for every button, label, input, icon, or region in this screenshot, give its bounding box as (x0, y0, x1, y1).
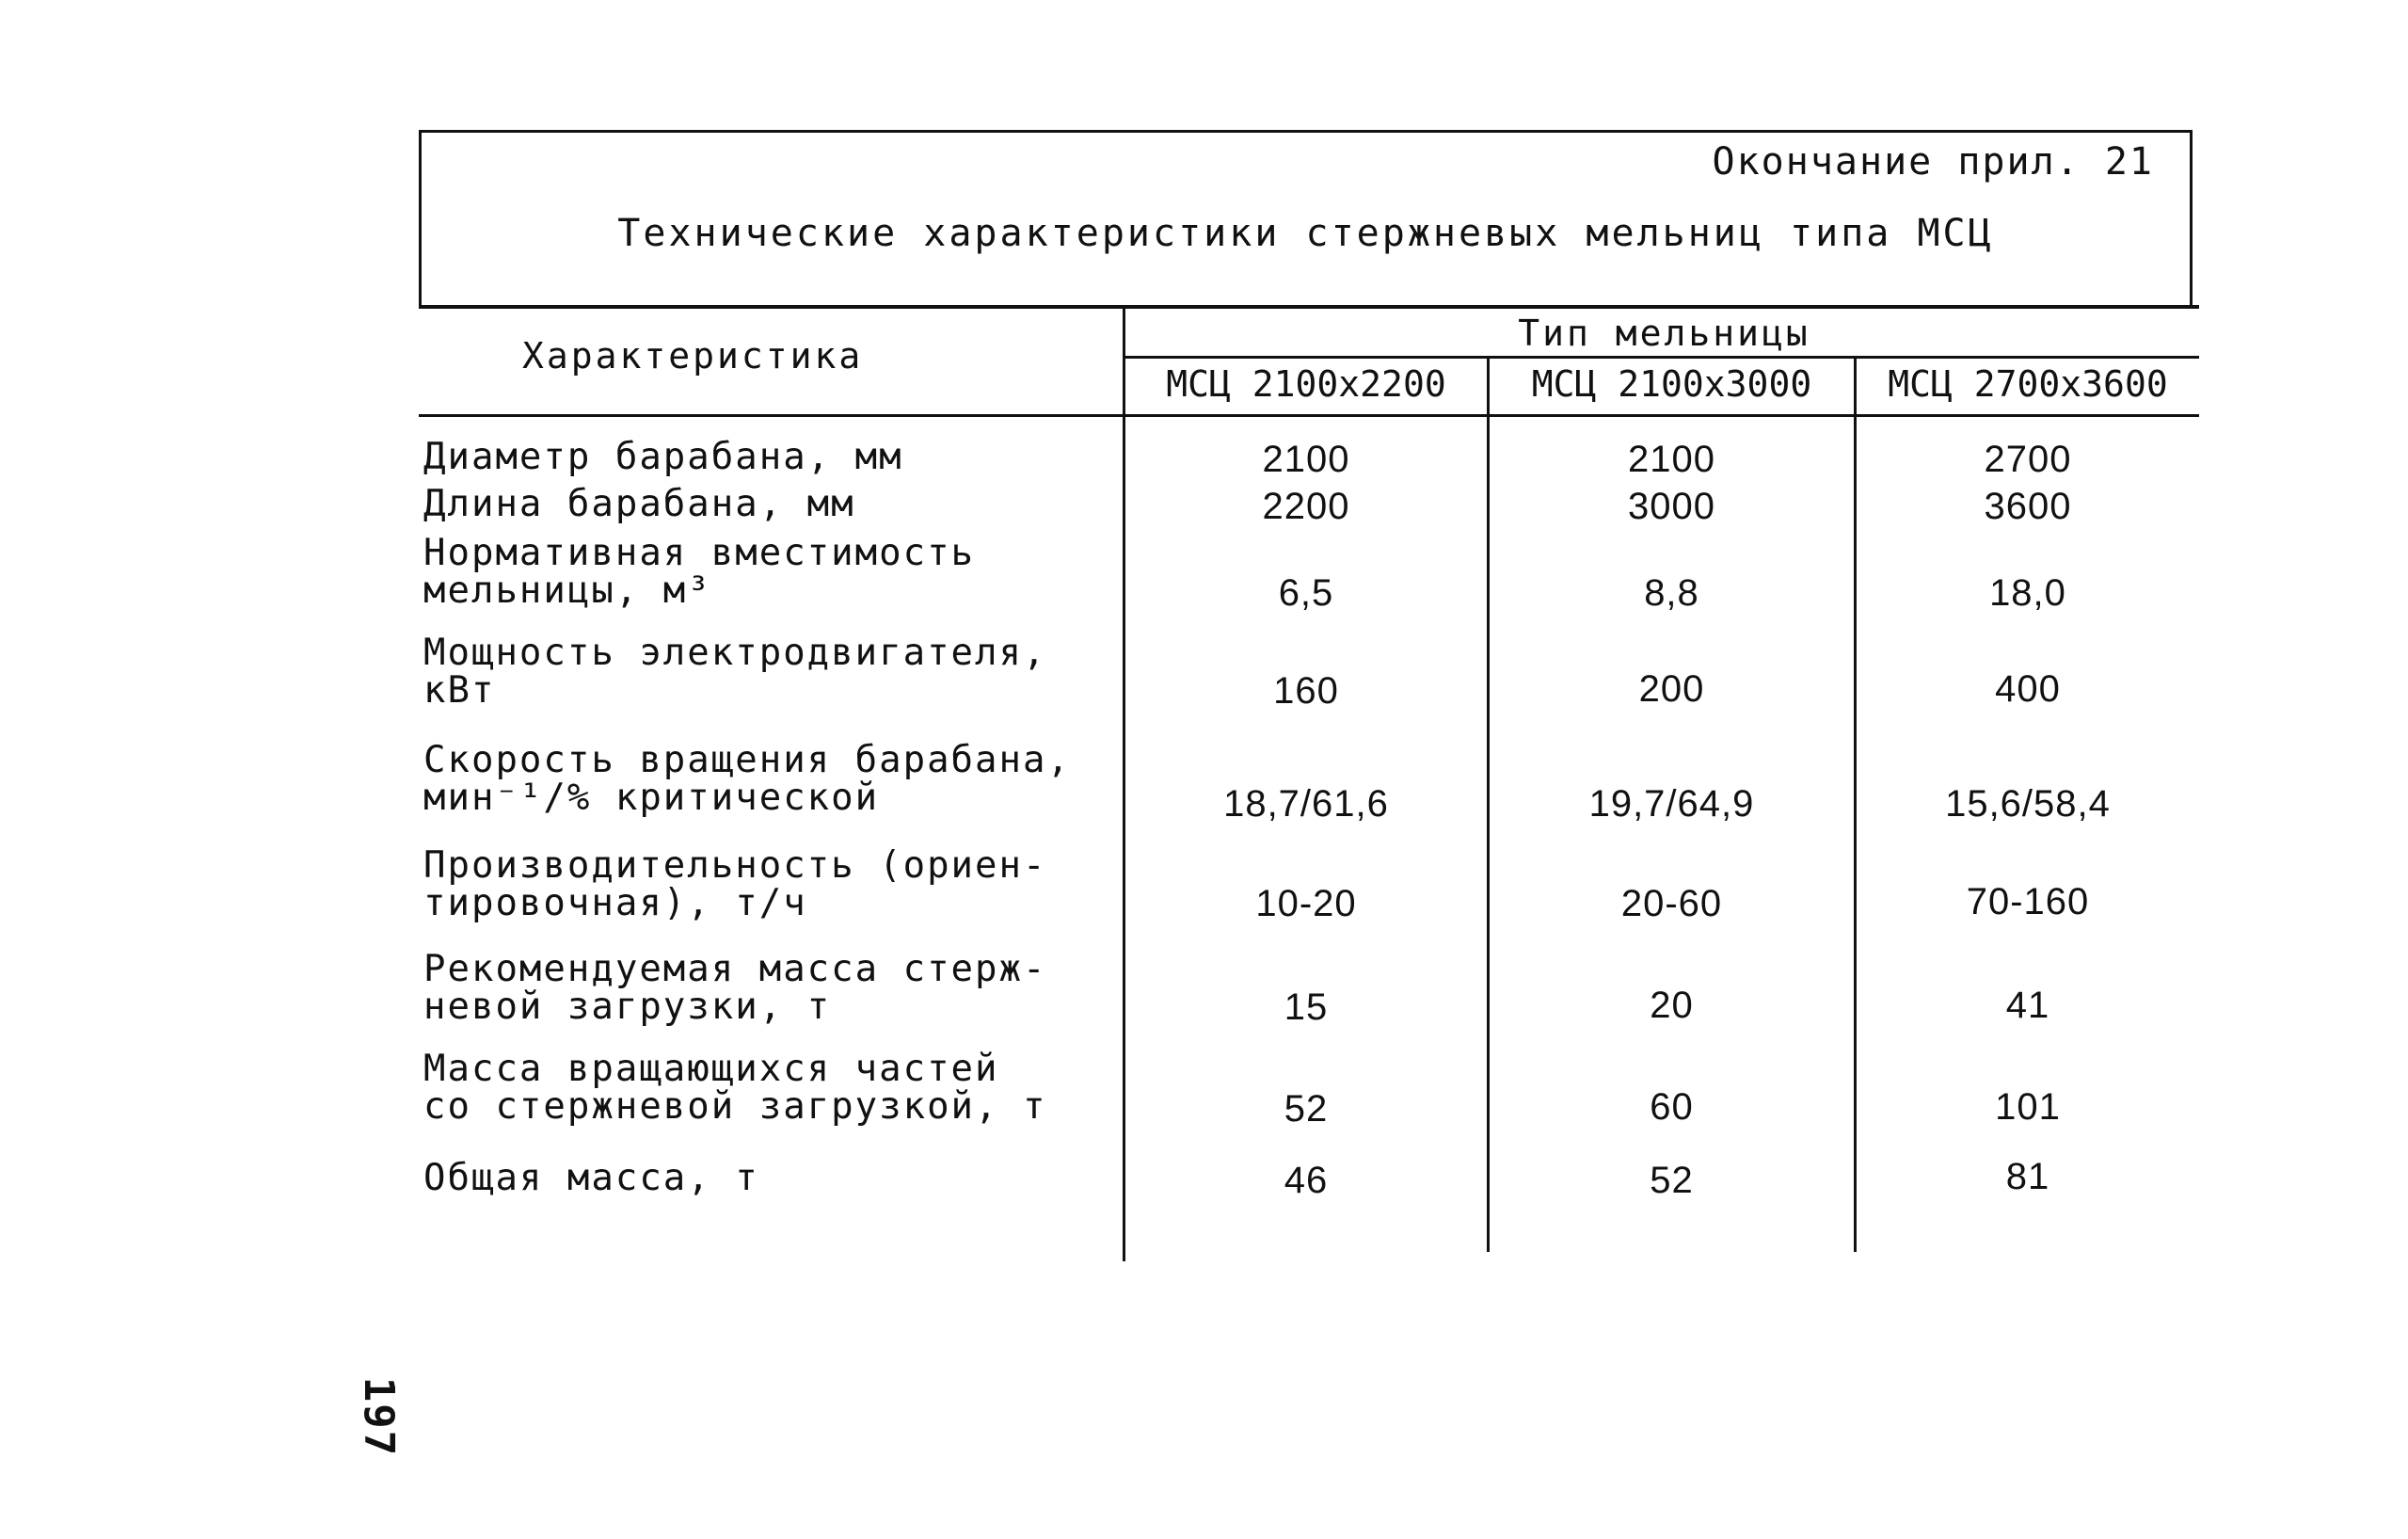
cell-value: 2200 (1262, 486, 1350, 527)
cell-value: 8,8 (1644, 572, 1699, 614)
title-frame (419, 130, 2193, 307)
type-header-rule (1123, 356, 2199, 359)
appendix-continuation: Окончание прил. 21 (1712, 140, 2154, 184)
header-bottom-rule (419, 414, 2199, 417)
cell-value: 400 (1995, 668, 2061, 710)
cell-value: 3000 (1628, 486, 1715, 527)
column-header-1: МСЦ 2100х2200 (1166, 363, 1446, 405)
cell-value: 18,0 (1989, 572, 2066, 614)
cell-value: 15 (1284, 986, 1329, 1028)
column-header-3: МСЦ 2700х3600 (1888, 363, 2168, 405)
row-label: Мощность электродвигателя, кВт (423, 632, 1047, 712)
cell-value: 19,7/64,9 (1588, 783, 1755, 825)
page-number: 197 (355, 1376, 404, 1458)
cell-value: 52 (1284, 1088, 1329, 1130)
cell-value: 3600 (1984, 486, 2072, 527)
mill-type-header: Тип мельницы (1518, 313, 1810, 354)
characteristic-header: Характеристика (522, 335, 864, 377)
cell-value: 101 (1995, 1086, 2061, 1128)
cell-value: 2100 (1628, 439, 1715, 480)
cell-value: 41 (2005, 985, 2050, 1026)
cell-value: 60 (1650, 1086, 1694, 1128)
row-label: Масса вращающихся частей со стержневой загрузкой, т (423, 1048, 1047, 1128)
cell-value: 200 (1638, 668, 1705, 710)
cell-value: 52 (1650, 1160, 1694, 1201)
cell-value: 15,6/58,4 (1945, 783, 2111, 825)
cell-value: 20-60 (1620, 883, 1723, 924)
characteristics-table (419, 309, 2199, 1269)
cell-value: 10-20 (1255, 883, 1357, 924)
table-title: Технические характеристики стержневых мельниц типа МСЦ (617, 212, 1994, 255)
cell-value: 2700 (1984, 439, 2072, 480)
cell-value: 46 (1284, 1160, 1329, 1201)
row-label: Скорость вращения барабана, мин⁻¹/% критической (423, 739, 1071, 819)
row-label: Производительность (ориен- тировочная), т/ч (423, 844, 1047, 924)
cell-value: 20 (1650, 985, 1694, 1026)
row-label: Нормативная вместимость мельницы, м³ (423, 532, 976, 612)
cell-value: 6,5 (1278, 572, 1334, 614)
row-label: Рекомендуемая масса стерж- невой загрузки, т (423, 948, 1047, 1028)
cell-value: 70-160 (1966, 881, 2090, 922)
column-header-2: МСЦ 2100х3000 (1531, 363, 1812, 405)
cell-value: 2100 (1262, 439, 1350, 480)
cell-value: 18,7/61,6 (1223, 783, 1389, 825)
row-label: Диаметр барабана, мм (423, 436, 903, 478)
cell-value: 81 (2005, 1156, 2050, 1197)
cell-value: 160 (1273, 670, 1339, 712)
row-label: Длина барабана, мм (423, 483, 855, 525)
row-label: Общая масса, т (423, 1157, 759, 1199)
